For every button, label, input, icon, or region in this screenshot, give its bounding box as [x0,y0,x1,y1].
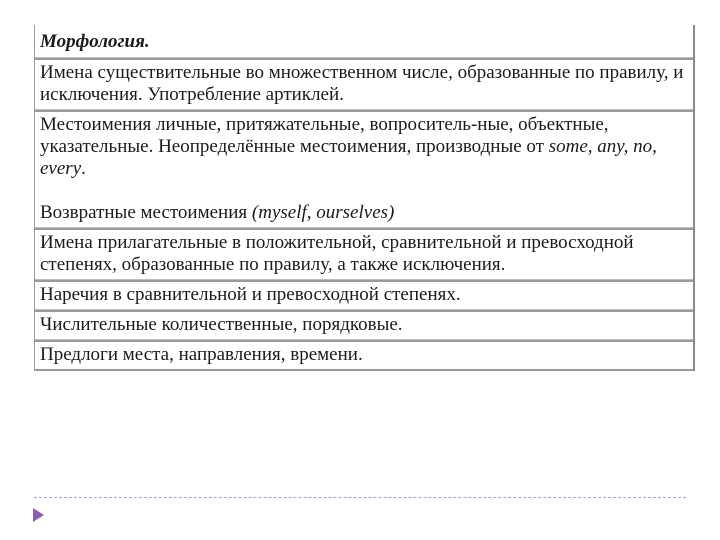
reflexive-pronouns-text: Возвратные местоимения [40,202,252,223]
morphology-table-container [34,25,695,371]
table-row [35,310,693,340]
morphology-table [34,25,695,371]
table-row [35,110,693,228]
table-row [35,228,693,280]
table-cell-adjectives: Имена прилагательные в положительной, сравнительной и превосходной степенях, образованные по правилу, а также исключения. [35,228,693,280]
triangle-right-icon [33,508,44,522]
table-cell-pronouns [35,110,693,228]
table-header-row [35,25,693,58]
table-cell-nouns: Имена существительные во множественном числе, образованные по правилу, и исключения. Употребление артиклей. [35,58,693,110]
pronouns-text-end: . [81,158,86,179]
table-cell-adverbs: Наречия в сравнительной и превосходной степенях. [35,280,693,310]
pronouns-text: Местоимения личные, притяжательные, вопроситель-ные, объектные, указательные. Неопределённые местоимения, производные от [40,114,609,157]
table-cell-prepositions: Предлоги места, направления, времени. [35,340,693,371]
pronouns-italic-examples: some, any, no, every [40,136,657,179]
table-cell-numerals: Числительные количественные, порядковые. [35,310,693,340]
table-row [35,280,693,310]
table-header-cell: Морфология. [35,25,693,58]
table-row [35,340,693,371]
table-row [35,58,693,110]
reflexive-pronouns-italic: (myself, ourselves) [251,202,395,223]
line-spacer [40,180,687,202]
footer-divider [34,497,686,498]
